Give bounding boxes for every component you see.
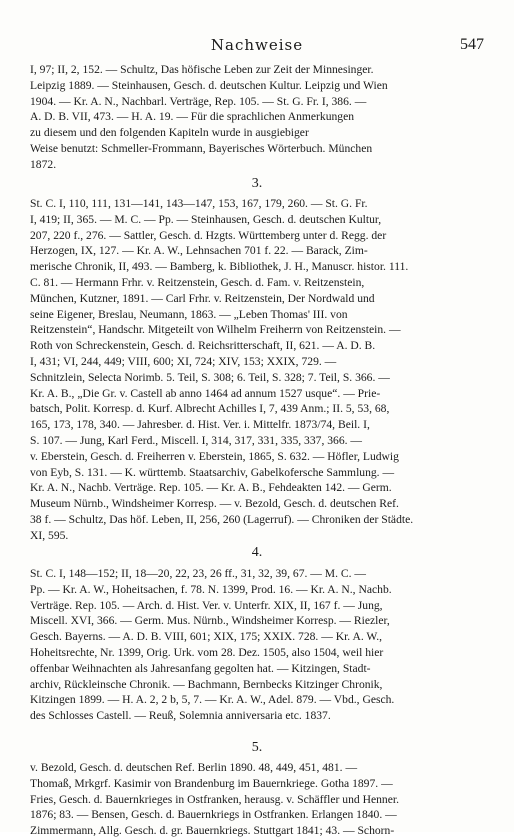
- text-line: von Eyb, S. 131. — K. württemb. Staatsarchiv, Gabelkofersche Sammlung. —: [30, 465, 395, 479]
- text-line: 1876; 83. — Bensen, Gesch. d. Bauernkriegs in Ostfranken. Erlangen 1840. —: [30, 808, 397, 822]
- text-line: München, Kutzner, 1891. — Carl Frhr. v. Reitzenstein, Der Nordwald und: [30, 291, 375, 305]
- section-paragraph: [30, 760, 488, 839]
- running-title: Nachweise: [210, 36, 304, 54]
- text-line: merische Chronik, II, 493. — Bamberg, k. Bibliothek, J. H., Manuscr. histor. 111.: [30, 260, 409, 274]
- text-line: des Schlosses Castell. — Reuß, Solemnia anniversaria etc. 1837.: [30, 709, 331, 723]
- text-line: Gesch. Bayerns. — A. D. B. VIII, 601; XIX, 175; XXIX. 728. — Kr. A. W.,: [30, 630, 383, 644]
- text-line: Roth von Schreckenstein, Gesch. d. Reichsritterschaft, II, 621. — A. D. B.: [30, 339, 376, 353]
- text-line: A. D. B. VII, 473. — H. A. 19. — Für die sprachlichen Anmerkungen: [30, 110, 355, 124]
- text-line: Zimmermann, Allg. Gesch. d. gr. Bauernkriegs. Stuttgart 1841; 43. — Schorn-: [30, 824, 395, 838]
- section-number: 5.: [251, 740, 263, 755]
- text-line: I, 97; II, 2, 152. — Schultz, Das höfische Leben zur Zeit der Minnesinger.: [30, 63, 374, 76]
- section-paragraph: [30, 566, 488, 724]
- text-line: 165, 173, 178, 340. — Jahresber. d. Hist. Ver. i. Mittelfr. 1873/74, Beil. I,: [30, 418, 370, 432]
- text-line: 38 f. — Schultz, Das höf. Leben, II, 256, 260 (Lagerruf). — Chroniken der Städte.: [30, 512, 414, 526]
- text-line: 1872.: [30, 157, 57, 171]
- text-line: Kr. A. N., Nachb. Verträge. Rep. 105. — Kr. A. B., Fehdeakten 142. — Germ.: [30, 481, 392, 495]
- text-line: offenbar Weihnachten als Jahresanfang gegolten hat. — Kitzingen, Stadt-: [30, 661, 371, 675]
- text-line: XI, 595.: [30, 528, 69, 542]
- text-line: archiv, Rückleinsche Chronik. — Bachmann, Bernbecks Kitzinger Chronik,: [30, 677, 383, 691]
- text-line: Museum Nürnb., Windsheimer Korresp. — v. Bezold, Gesch. d. deutschen Ref.: [30, 497, 399, 511]
- text-line: St. C. I, 110, 111, 131—141, 143—147, 153, 167, 179, 260. — St. G. Fr.: [30, 197, 368, 210]
- page-header: [0, 30, 514, 58]
- text-line: Verträge. Rep. 105. — Arch. d. Hist. Ver. v. Unterfr. XIX, II, 167 f. — Jung,: [30, 598, 383, 612]
- text-line: Weise benutzt: Schmeller-Frommann, Bayerisches Wörterbuch. München: [30, 141, 373, 155]
- text-line: v. Bezold, Gesch. d. deutschen Ref. Berlin 1890. 48, 449, 451, 481. —: [30, 761, 358, 774]
- text-line: Fries, Gesch. d. Bauernkrieges in Ostfranken, herausg. v. Schäffler und Henner.: [30, 792, 399, 806]
- text-line: Herzogen, IX, 127. — Kr. A. W., Lehnsachen 701 f. 22. — Barack, Zim-: [30, 244, 368, 258]
- text-line: v. Eberstein, Gesch. d. Freiherren v. Eberstein, 1865, S. 632. — Höfler, Ludwig: [30, 449, 399, 463]
- section-number: 3.: [251, 176, 263, 191]
- text-line: Kr. A. B., „Die Gr. v. Castell ab anno 1464 ad annum 1527 usque“. — Prie-: [30, 386, 381, 400]
- text-line: Pp. — Kr. A. W., Hoheitsachen, f. 78. N. 1399, Prod. 16. — Kr. A. N., Nachb.: [30, 582, 392, 596]
- text-line: St. C. I, 148—152; II, 18—20, 22, 23, 26 ff., 31, 32, 39, 67. — M. C. —: [30, 567, 367, 580]
- text-line: C. 81. — Hermann Frhr. v. Reitzenstein, Gesch. d. Fam. v. Reitzenstein,: [30, 275, 365, 289]
- text-line: 207, 220 f., 276. — Sattler, Gesch. d. Hzgts. Württemberg unter d. Regg. der: [30, 228, 387, 242]
- text-line: seine Eigener, Breslau, Neumann, 1863. — „Leben Thomas' III. von: [30, 307, 348, 321]
- section-paragraph: [30, 196, 488, 544]
- section-number: 4.: [251, 545, 263, 560]
- text-line: I, 419; II, 365. — M. C. — Pp. — Steinhausen, Gesch. d. deutschen Kultur,: [30, 212, 382, 226]
- text-line: Hoheitsrechte, Nr. 1399, Orig. Urk. vom 28. Dez. 1505, also 1504, weil hier: [30, 645, 384, 659]
- page-number: 547: [460, 36, 484, 53]
- text-line: batsch, Polit. Korresp. d. Kurf. Albrecht Achilles I, 7, 439 Anm.; II. 5, 53, 68,: [30, 402, 390, 416]
- text-line: Thomaß, Mrkgrf. Kasimir von Brandenburg im Bauernkriege. Gotha 1897. —: [30, 776, 393, 790]
- text-line: Leipzig 1889. — Steinhausen, Gesch. d. deutschen Kultur. Leipzig und Wien: [30, 78, 388, 92]
- text-line: Reitzenstein“, Handschr. Mitgeteilt von Wilhelm Freiherrn von Reitzenstein. —: [30, 323, 401, 337]
- text-line: 1904. — Kr. A. N., Nachbarl. Verträge, Rep. 105. — St. G. Fr. I, 386. —: [30, 94, 367, 108]
- text-line: Miscell. XVI, 366. — Germ. Mus. Nürnb., Windsheimer Korresp. — Riezler,: [30, 614, 390, 628]
- text-line: S. 107. — Jung, Karl Ferd., Miscell. I, 314, 317, 331, 335, 337, 366. —: [30, 433, 363, 447]
- intro-paragraph: [30, 62, 488, 173]
- text-line: I, 431; VI, 244, 449; VIII, 600; XI, 724; XIV, 153; XXIX, 729. —: [30, 354, 337, 368]
- text-line: Kitzingen 1899. — H. A. 2, 2 b, 5, 7. — Kr. A. W., Adel. 879. — Vbd., Gesch.: [30, 693, 395, 707]
- text-line: Schnitzlein, Selecta Norimb. 5. Teil, S. 308; 6. Teil, S. 328; 7. Teil, S. 366. —: [30, 370, 390, 384]
- text-line: zu diesem und den folgenden Kapiteln wurde in ausgiebiger: [30, 126, 309, 140]
